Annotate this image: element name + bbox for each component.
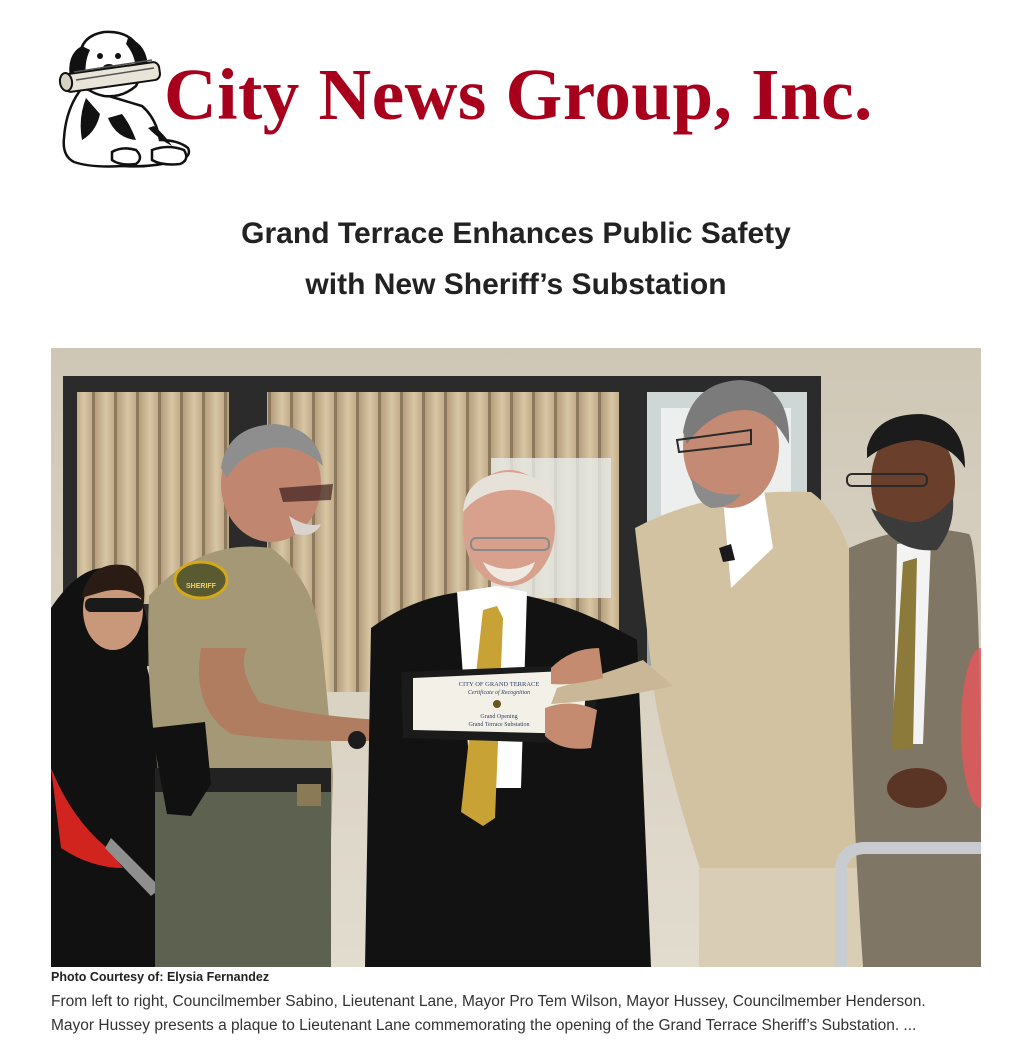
article-headline (0, 208, 1032, 310)
brand-name: City News Group, Inc. (164, 54, 873, 135)
article-photo (51, 348, 981, 967)
plaque-line-3: Grand Opening (480, 714, 518, 720)
caption-line-2: Mayor Hussey presents a plaque to Lieutenant Lane commemorating the opening of the Grand Terrace Sheriff’s Substation. ... (51, 1017, 917, 1034)
masthead (52, 28, 972, 174)
sheriff-badge-text: SHERIFF (186, 583, 216, 590)
photo-caption (51, 990, 986, 1038)
headline-line-2: with New Sheriff’s Substation (305, 268, 727, 301)
photo-credit: Photo Courtesy of: Elysia Fernandez (51, 970, 270, 984)
plaque-line-2: Certificate of Recognition (467, 690, 531, 696)
caption-line-1: From left to right, Councilmember Sabino, Lieutenant Lane, Mayor Pro Tem Wilson, Mayor Hussey, Councilmember Henderson. (51, 993, 926, 1010)
plaque-line-4: Grand Terrace Substation (468, 722, 530, 728)
plaque-line-1: CITY OF GRAND TERRACE (458, 681, 540, 688)
headline-line-1: Grand Terrace Enhances Public Safety (241, 217, 791, 250)
ceremony-photo-illustration (51, 348, 981, 967)
